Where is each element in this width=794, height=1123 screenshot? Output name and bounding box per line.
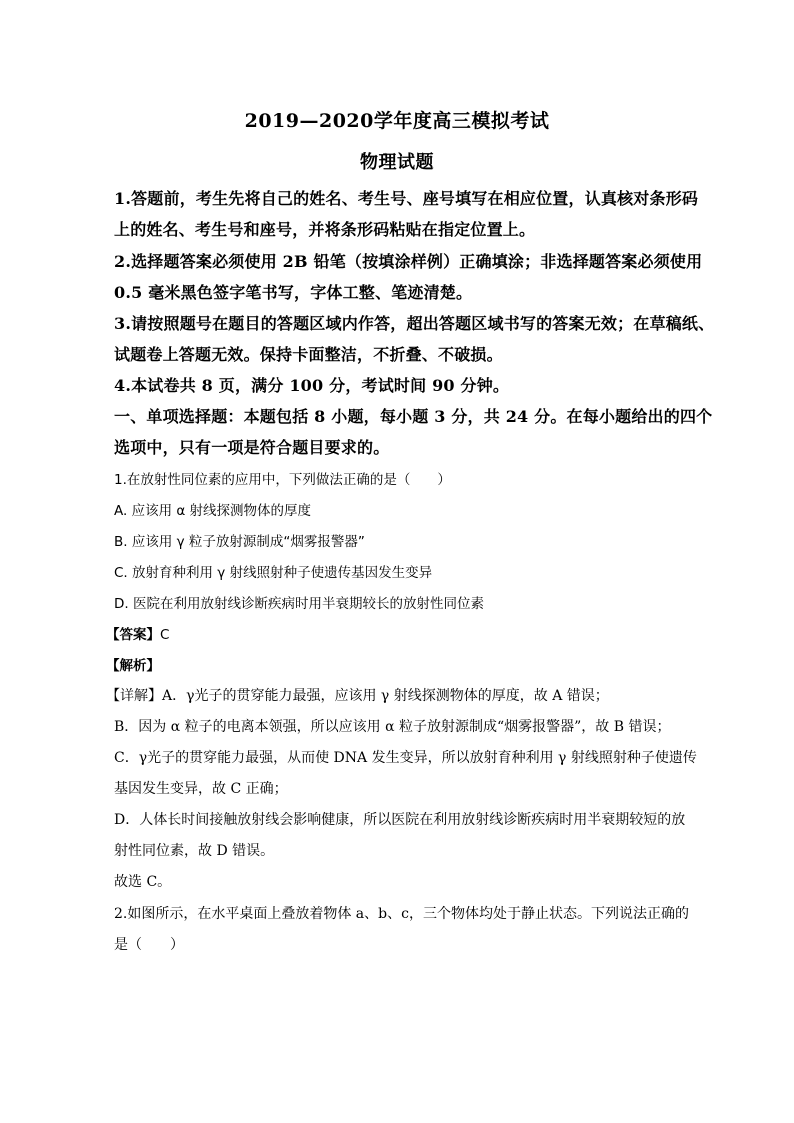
instruction-line: 2.选择题答案必须使用 2B 铅笔（按填涂样例）正确填涂；非选择题答案必须使用 [114,252,703,271]
answer-option: C. 放射育种利用 γ 射线照射种子使遗传基因发生变异 [114,565,433,581]
analysis-detail-line: 射性同位素，故 D 错误。 [114,843,275,859]
instruction-line: 试题卷上答题无效。保持卡面整洁，不折叠、不破损。 [114,345,503,364]
section-heading: 一、单项选择题：本题包括 8 小题，每小题 3 分，共 24 分。在每小题给出的四个 [114,407,713,426]
exam-title: 2019—2020学年度高三模拟考试 [244,110,550,132]
question-stem: 1.在放射性同位素的应用中，下列做法正确的是（ ） [114,472,451,488]
instruction-line: 3.请按照题号在题目的答题区域内作答，超出答题区域书写的答案无效；在草稿纸、 [114,314,715,333]
answer-line [106,623,169,643]
instruction-line: 0.5 毫米黑色签字笔书写，字体工整、笔迹清楚。 [114,283,473,302]
instruction-line: 上的姓名、考生号和座号，并将条形码粘贴在指定位置上。 [114,220,536,239]
analysis-label: 【解析】 [106,658,160,674]
answer-option: B. 应该用 γ 粒子放射源制成“烟雾报警器” [114,534,365,550]
analysis-detail-line: B．因为 α 粒子的电离本领强，所以应该用 α 粒子放射源制成“烟雾报警器”，故 B 错误； [114,719,671,735]
question-stem: 2.如图所示，在水平桌面上叠放着物体 a、b、c，三个物体均处于静止状态。下列说法正确的 [114,906,689,922]
exam-subtitle: 物理试题 [360,152,434,173]
analysis-detail-line: 【详解】A．γ光子的贯穿能力最强，应该用 γ 射线探测物体的厚度，故 A 错误； [106,688,609,704]
answer-label: 【答案】 [106,627,160,643]
instruction-line: 4.本试卷共 8 页，满分 100 分，考试时间 90 分钟。 [114,376,510,395]
answer-option: A. 应该用 α 射线探测物体的厚度 [114,503,312,519]
analysis-detail-line: C．γ光子的贯穿能力最强，从而使 DNA 发生变异，所以放射育种利用 γ 射线照射种子使遗传 [114,750,697,766]
question-stem: 是（ ） [114,937,184,953]
analysis-line [106,654,160,674]
analysis-detail-line: 故选 C。 [114,874,172,890]
analysis-detail-line: 基因发生变异，故 C 正确； [114,781,288,797]
answer-option: D. 医院在利用放射线诊断疾病时用半衰期较长的放射性同位素 [114,596,484,612]
answer-value: C [160,627,170,643]
section-heading: 选项中，只有一项是符合题目要求的。 [114,438,390,457]
analysis-detail-line: D．人体长时间接触放射线会影响健康，所以医院在利用放射线诊断疾病时用半衰期较短的放 [114,812,686,828]
instruction-line: 1.答题前，考生先将自己的姓名、考生号、座号填写在相应位置，认真核对条形码 [114,189,699,208]
